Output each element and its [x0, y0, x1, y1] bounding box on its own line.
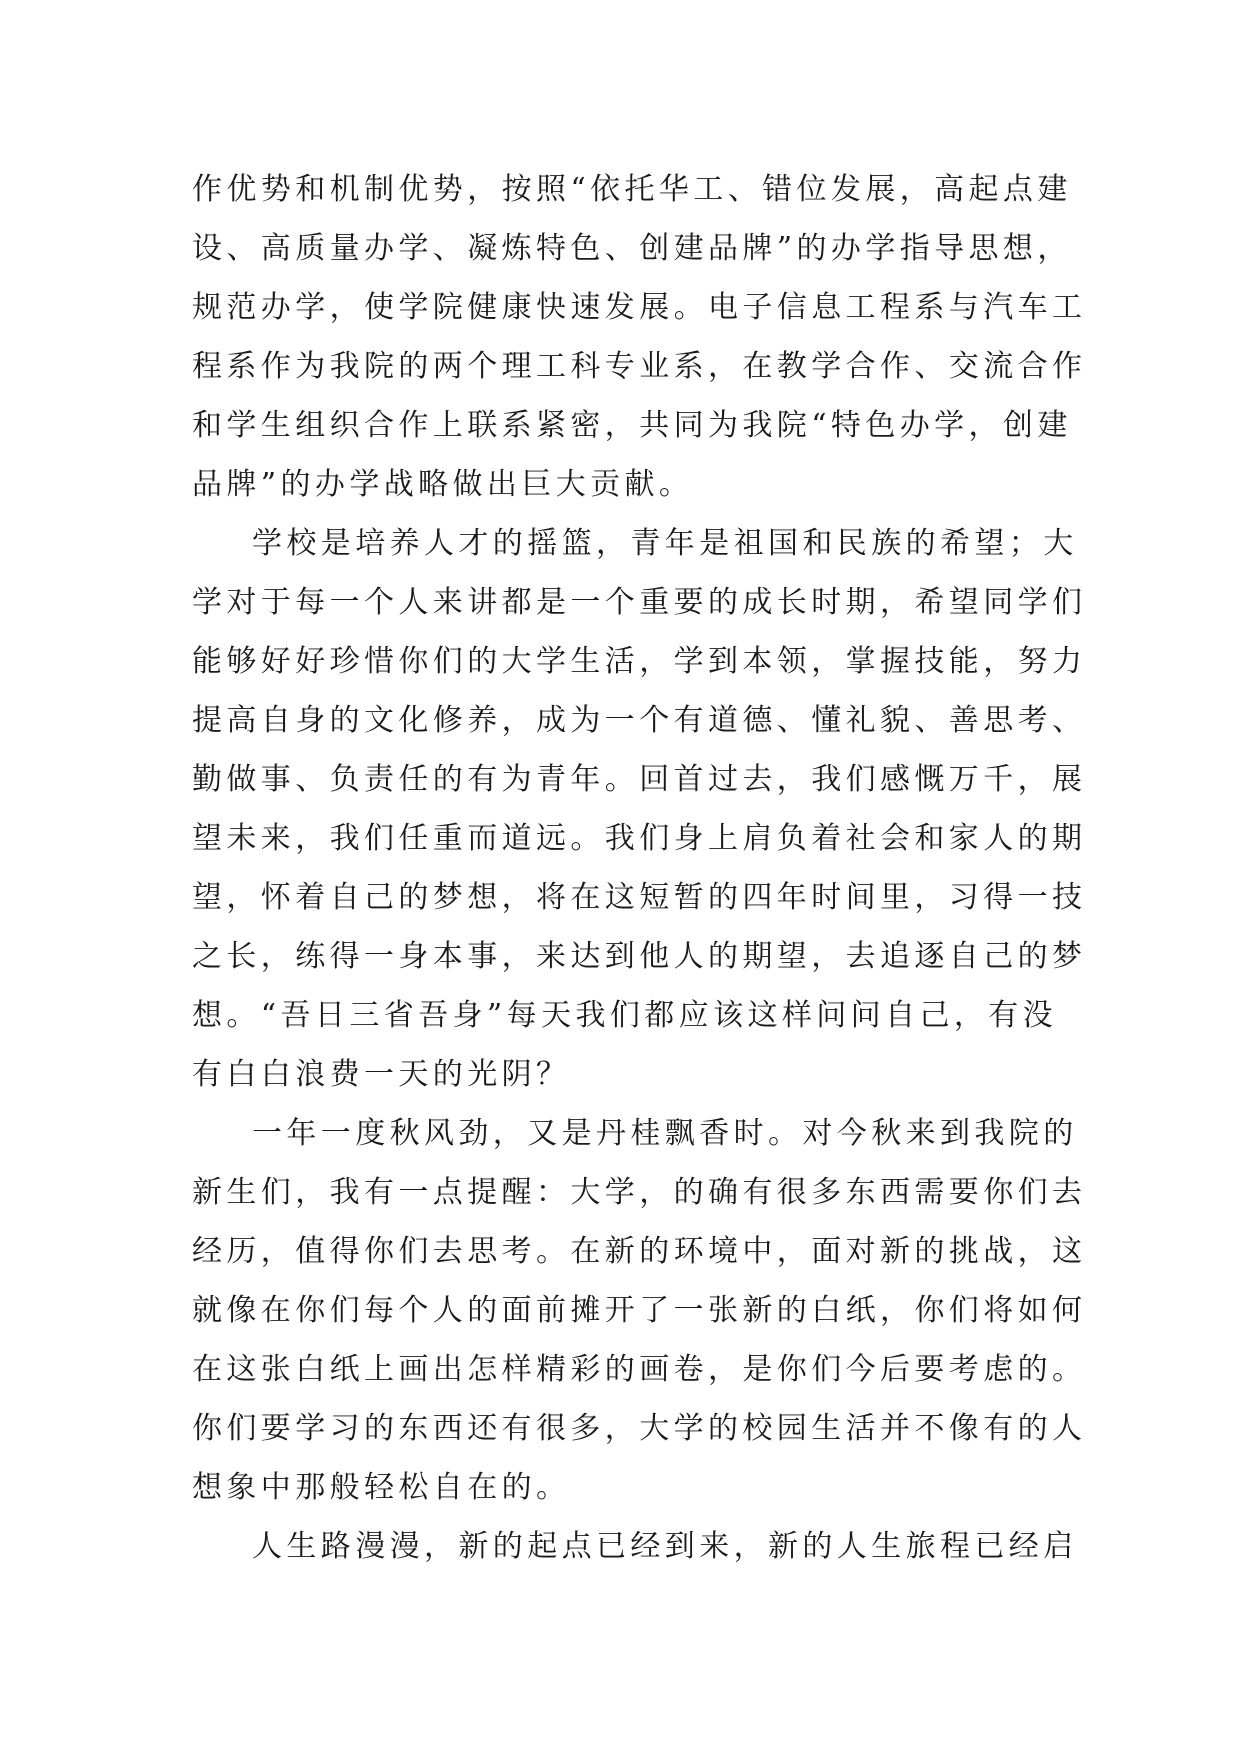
- text-line: 设、高质量办学、凝炼特色、创建品牌”的办学指导思想，: [192, 231, 1072, 266]
- paragraph-start-line: 学校是培养人才的摇篮，青年是祖国和民族的希望；大: [252, 526, 1078, 561]
- text-line: 规范办学，使学院健康快速发展。电子信息工程系与汽车工: [192, 290, 1087, 325]
- text-line: 有白白浪费一天的光阴？: [192, 1057, 571, 1092]
- paragraph-start-line: 一年一度秋风劲，又是丹桂飘香时。对今秋来到我院的: [252, 1116, 1078, 1151]
- text-line: 之长，练得一身本事，来达到他人的期望，去追逐自己的梦: [192, 939, 1087, 974]
- text-line: 望，怀着自己的梦想，将在这短暂的四年时间里，习得一技: [192, 880, 1087, 915]
- text-line: 勤做事、负责任的有为青年。回首过去，我们感慨万千，展: [192, 762, 1087, 797]
- text-line: 品牌”的办学战略做出巨大贡献。: [192, 467, 694, 502]
- text-line: 新生们，我有一点提醒：大学，的确有很多东西需要你们去: [192, 1175, 1087, 1210]
- text-line: 程系作为我院的两个理工科专业系，在教学合作、交流合作: [192, 349, 1087, 384]
- text-line: 经历，值得你们去思考。在新的环境中，面对新的挑战，这: [192, 1234, 1087, 1269]
- text-line: 你们要学习的东西还有很多，大学的校园生活并不像有的人: [192, 1411, 1087, 1446]
- text-line: 和学生组织合作上联系紧密，共同为我院“特色办学，创建: [192, 408, 1072, 443]
- text-line: 提高自身的文化修养，成为一个有道德、懂礼貌、善思考、: [192, 703, 1087, 738]
- text-line: 学对于每一个人来讲都是一个重要的成长时期，希望同学们: [192, 585, 1087, 620]
- text-line: 作优势和机制优势，按照“依托华工、错位发展，高起点建: [192, 172, 1072, 207]
- text-line: 望未来，我们任重而道远。我们身上肩负着社会和家人的期: [192, 821, 1087, 856]
- text-line: 能够好好珍惜你们的大学生活，学到本领，掌握技能，努力: [192, 644, 1087, 679]
- text-line: 在这张白纸上画出怎样精彩的画卷，是你们今后要考虑的。: [192, 1352, 1087, 1387]
- text-line: 想。“吾日三省吾身”每天我们都应该这样问问自己，有没: [192, 998, 1058, 1033]
- body-text: [192, 160, 1087, 1576]
- text-line: 想象中那般轻松自在的。: [192, 1470, 571, 1505]
- paragraph-start-line: 人生路漫漫，新的起点已经到来，新的人生旅程已经启: [252, 1529, 1078, 1564]
- text-line: 就像在你们每个人的面前摊开了一张新的白纸，你们将如何: [192, 1293, 1087, 1328]
